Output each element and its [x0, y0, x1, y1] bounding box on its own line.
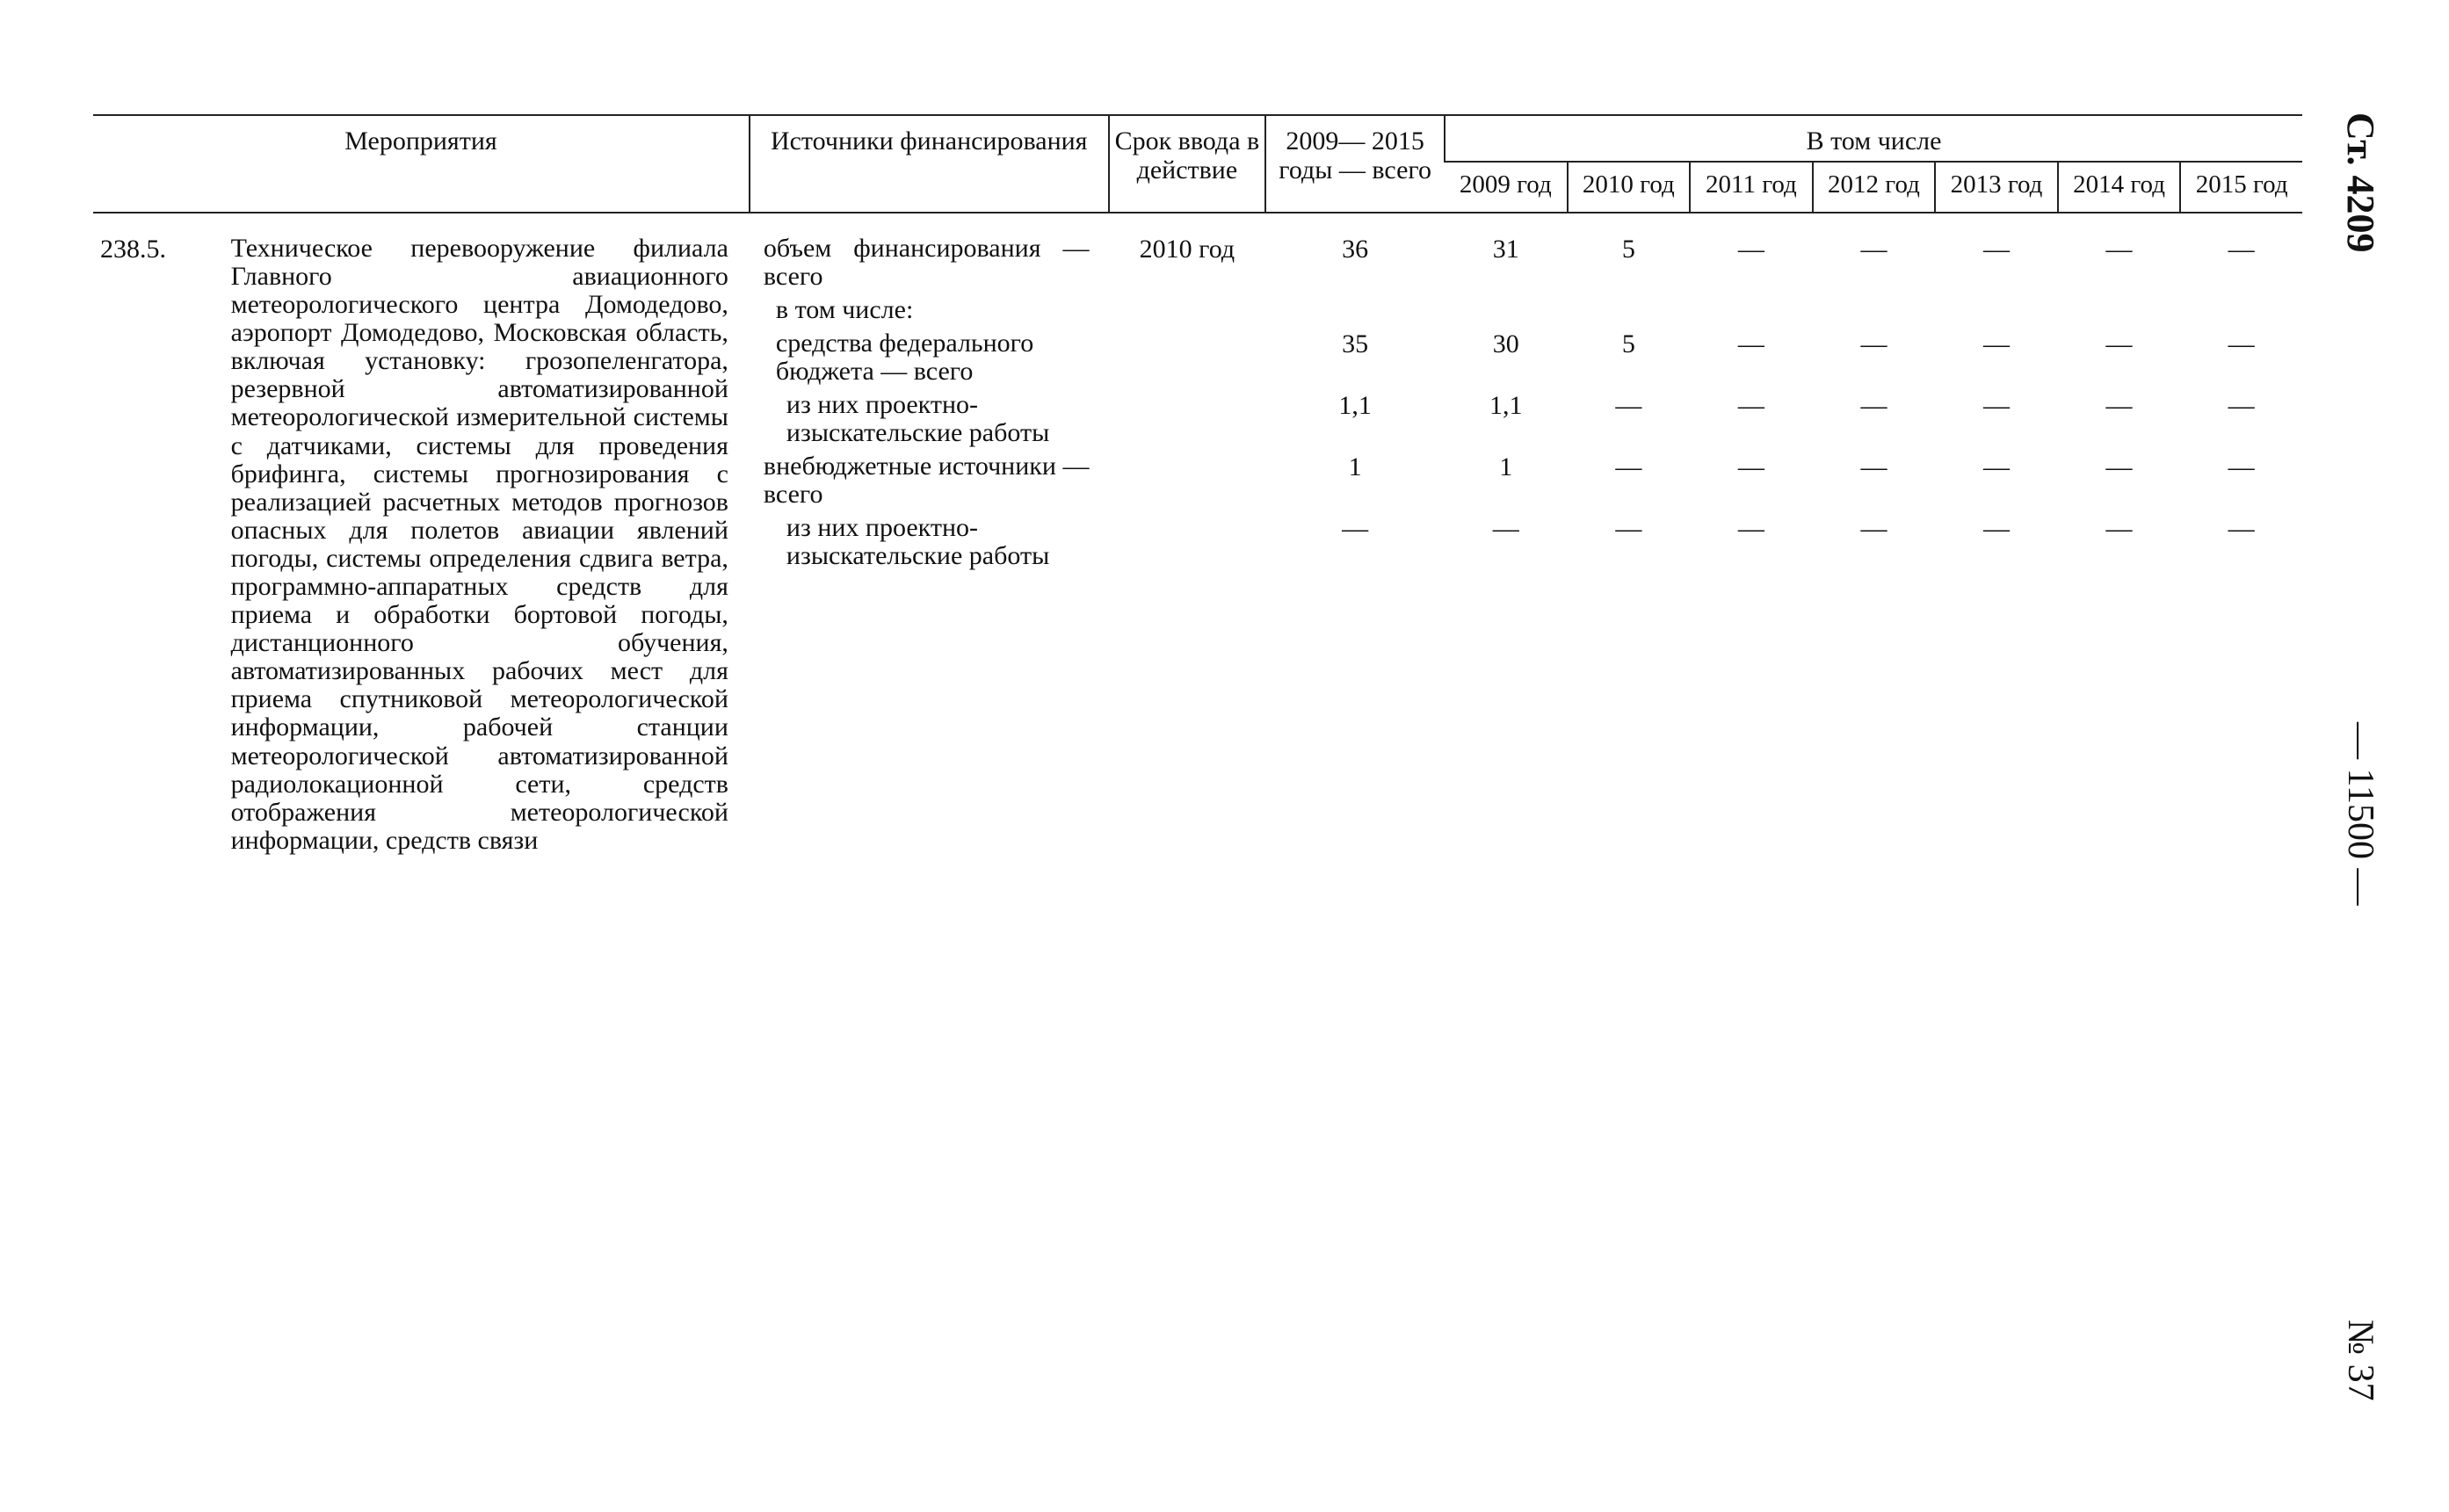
year-value: —: [2228, 452, 2255, 481]
year-value: [2180, 296, 2302, 329]
year-value: —: [1982, 513, 2010, 543]
year-value: —: [1492, 513, 1519, 543]
issue-number: № 37: [2340, 1320, 2380, 1401]
total-value: 36: [1342, 234, 1369, 264]
year-value: —: [1982, 390, 2010, 420]
year-cell: [1813, 213, 1936, 855]
year-value: —: [1737, 452, 1764, 481]
total-value: —: [1342, 513, 1369, 543]
year-value: —: [2228, 390, 2255, 420]
source-label: средства федерального бюджета — всего: [775, 328, 1034, 386]
year-value: —: [1615, 452, 1642, 481]
source-label: из них проектно-изыскательские работы: [786, 512, 1050, 570]
total-value: 1: [1348, 452, 1362, 481]
total-value: 35: [1342, 329, 1369, 358]
year-value: 1,1: [1489, 390, 1523, 420]
term-cell: [1109, 213, 1266, 855]
year-value: —: [1737, 329, 1764, 358]
header-total: 2009— 2015 годы — всего: [1265, 115, 1445, 213]
year-value: [1445, 296, 1568, 329]
source-label: из них проектно-изыскательские работы: [786, 389, 1050, 447]
total-value: 1,1: [1338, 390, 1372, 420]
year-value: —: [1982, 329, 2010, 358]
year-value: —: [1615, 390, 1642, 420]
year-value: 30: [1492, 329, 1519, 358]
sources-cell: [750, 213, 1109, 855]
source-label: внебюджетные источники — всего: [763, 451, 1090, 509]
header-sources: Источники финансирования: [750, 115, 1109, 213]
page-number: — 11500 —: [2340, 722, 2380, 906]
year-cell: [1935, 213, 2058, 855]
header-activity: Мероприятия: [93, 115, 750, 213]
year-cell: [2180, 213, 2302, 855]
total-value: [1265, 296, 1445, 329]
year-value: 1: [1499, 452, 1513, 481]
header-year-2014: 2014 год: [2058, 162, 2181, 213]
year-value: [1935, 296, 2058, 329]
source-label: объем финансирования — всего: [763, 233, 1090, 291]
year-value: —: [2228, 234, 2255, 264]
year-value: —: [1615, 513, 1642, 543]
year-value: —: [2228, 329, 2255, 358]
source-item: [762, 514, 1090, 575]
year-value: [1690, 296, 1813, 329]
year-value: 5: [1621, 234, 1635, 264]
year-value: —: [1860, 513, 1887, 543]
source-item: [762, 329, 1090, 391]
source-label: в том числе:: [775, 294, 914, 324]
row-number: 238.5.: [100, 234, 166, 264]
table-row: [93, 213, 2302, 855]
year-value: —: [2105, 390, 2133, 420]
header-year-2009: 2009 год: [1445, 162, 1568, 213]
year-value: —: [2228, 513, 2255, 543]
page-ref: Ст. 4209: [2339, 112, 2382, 253]
year-value: —: [1982, 234, 2010, 264]
header-term: Срок ввода в действие: [1109, 115, 1266, 213]
header-year-2015: 2015 год: [2180, 162, 2302, 213]
header-including: В том числе: [1445, 115, 2302, 162]
year-value: —: [1860, 390, 1887, 420]
header-year-2011: 2011 год: [1690, 162, 1813, 213]
total-cell: [1265, 213, 1445, 855]
year-value: —: [1860, 329, 1887, 358]
source-item: [762, 235, 1090, 296]
year-cell: [2058, 213, 2181, 855]
year-value: —: [1860, 234, 1887, 264]
source-item: [762, 452, 1090, 514]
source-item: [762, 296, 1090, 329]
term-value: 2010 год: [1139, 234, 1235, 264]
header-year-2010: 2010 год: [1568, 162, 1691, 213]
source-item: [762, 391, 1090, 452]
year-cell: [1690, 213, 1813, 855]
year-value: [1568, 296, 1691, 329]
year-value: —: [2105, 513, 2133, 543]
financing-table: [93, 114, 2302, 855]
year-cell: [1445, 213, 1568, 855]
year-value: [2058, 296, 2181, 329]
year-value: —: [1982, 452, 2010, 481]
year-value: —: [1737, 513, 1764, 543]
year-value: —: [1737, 390, 1764, 420]
year-value: [1813, 296, 1936, 329]
year-value: —: [1860, 452, 1887, 481]
year-value: 31: [1492, 234, 1519, 264]
year-value: —: [2105, 329, 2133, 358]
row-description: Техническое перевооружение филиала Главного авиационного метеорологического центра Домодедово, аэропорт Домодедово, Московская область, включая установку: грозопеленгатора, резервной автоматизированной метеорологической измерительной системы с датчиками, системы для проведения брифинга, системы прогнозирования с реализацией расчетных методов прогнозов опасных для полетов авиации явлений погоды, системы определения сдвига ветра, программно-аппаратных средств для приема и обработки бортовой погоды, дистанционного обучения, автоматизированных рабочих мест для приема спутниковой метеорологической информации, рабочей станции метеорологической автоматизированной радиолокационной сети, средств отображения метеорологической информации, средств связи: [230, 233, 728, 855]
header-year-2012: 2012 год: [1813, 162, 1936, 213]
year-value: 5: [1621, 329, 1635, 358]
header-year-2013: 2013 год: [1935, 162, 2058, 213]
year-value: —: [2105, 234, 2133, 264]
year-value: —: [2105, 452, 2133, 481]
year-cell: [1568, 213, 1691, 855]
year-value: —: [1737, 234, 1764, 264]
